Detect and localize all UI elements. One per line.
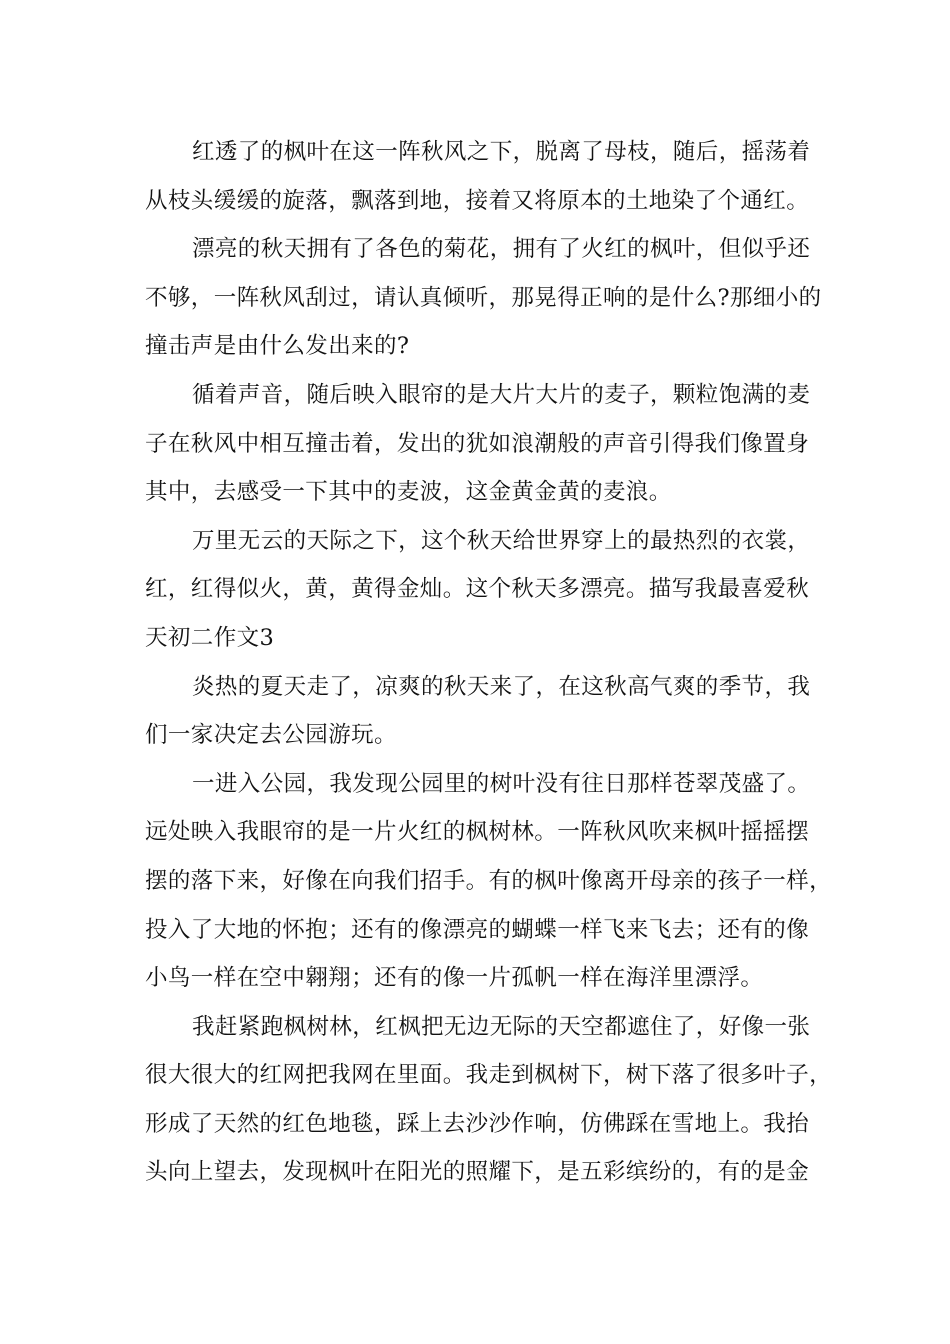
text-line: 撞击声是由什么发出来的? [145,333,410,360]
text-line: 不够，一阵秋风刮过，请认真倾听，那晃得正响的是什么?那细小的 [145,284,822,311]
text-line: 我赶紧跑枫树林，红枫把无边无际的天空都遮住了，好像一张 [192,1013,811,1040]
text-line: 炎热的夏天走了，凉爽的秋天来了，在这秋高气爽的季节，我 [192,673,811,700]
text-line: 天初二作文3 [145,624,275,651]
text-line: 其中，去感受一下其中的麦波，这金黄金黄的麦浪。 [145,479,672,506]
text-line: 红透了的枫叶在这一阵秋风之下，脱离了母枝，随后，摇荡着 [192,139,811,165]
text-line: 循着声音，随后映入眼帘的是大片大片的麦子，颗粒饱满的麦 [192,381,811,408]
paragraph [145,128,809,225]
paragraph [145,760,833,1003]
text-line: 红，红得似火，黄，黄得金灿。这个秋天多漂亮。描写我最喜爱秋 [145,576,810,603]
document-body [145,128,833,1197]
text-line: 远处映入我眼帘的是一片火红的枫树林。一阵秋风吹来枫叶摇摇摆 [145,819,810,846]
text-line: 从枝头缓缓的旋落，飘落到地，接着又将原本的土地染了个通红。 [145,187,810,214]
paragraph [145,1003,833,1197]
text-line: 漂亮的秋天拥有了各色的菊花，拥有了火红的枫叶，但似乎还 [192,236,811,263]
text-line: 们一家决定去公园游玩。 [145,722,397,749]
text-line: 形成了天然的红色地毯，踩上去沙沙作响，仿佛踩在雪地上。我抬 [145,1110,810,1137]
paragraph [145,663,809,760]
text-line: 投入了大地的怀抱；还有的像漂亮的蝴蝶一样飞来飞去；还有的像 [145,916,810,943]
text-line: 很大很大的红网把我网在里面。我走到枫树下，树下落了很多叶子， [145,1062,833,1089]
text-line: 子在秋风中相互撞击着，发出的犹如浪潮般的声音引得我们像置身 [145,430,810,457]
text-line: 万里无云的天际之下，这个秋天给世界穿上的最热烈的衣裳， [192,527,811,554]
text-line: 头向上望去，发现枫叶在阳光的照耀下，是五彩缤纷的，有的是金 [145,1159,810,1186]
paragraph [145,517,809,663]
text-line: 一进入公园，我发现公园里的树叶没有往日那样苍翠茂盛了。 [192,770,811,797]
paragraph [145,225,822,371]
text-line: 摆的落下来，好像在向我们招手。有的枫叶像离开母亲的孩子一样， [145,867,833,894]
paragraph [145,371,809,517]
text-line: 小鸟一样在空中翱翔；还有的像一片孤帆一样在海洋里漂浮。 [145,965,764,992]
